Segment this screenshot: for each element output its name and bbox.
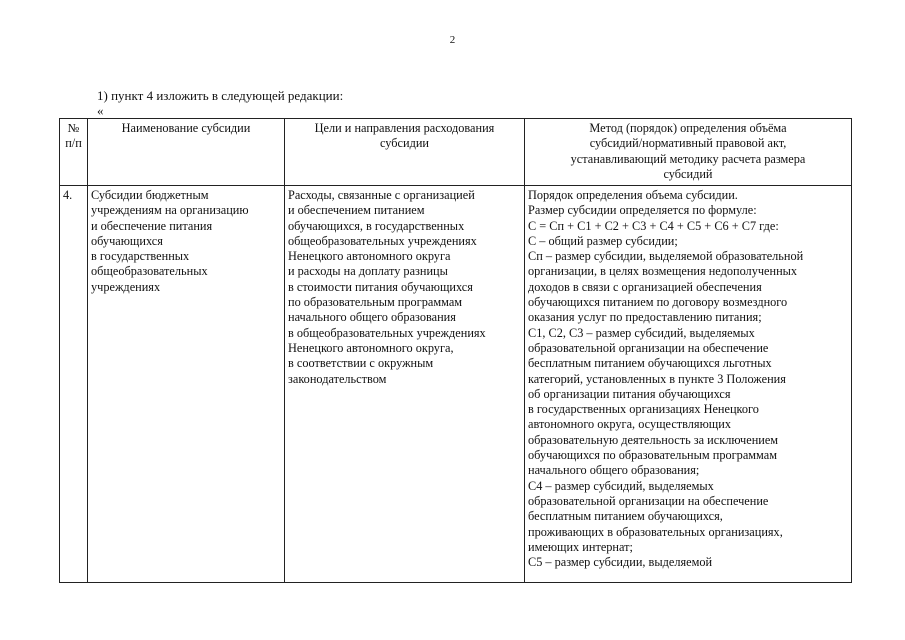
text-line: обучающихся по образовательным программам (528, 448, 777, 463)
text-line: Цели и направления расходования (314, 121, 495, 135)
text-line: обучающихся, в государственных (288, 218, 465, 233)
subsidy-table (59, 118, 852, 583)
text-line: Ненецкого автономного округа, (288, 340, 454, 355)
text-line: С1, С2, С3 – размер субсидий, выделяемых (528, 325, 755, 340)
text-line: С – общий размер субсидии; (528, 233, 678, 248)
text-line: бесплатным питанием обучающихся, (528, 509, 723, 524)
text-line: начального общего образования; (528, 463, 700, 478)
table-header-row (60, 119, 852, 186)
text-line: начального общего образования (288, 310, 456, 325)
header-method (525, 119, 852, 186)
text-line: в государственных (91, 249, 190, 264)
text-line: по образовательным программам (288, 295, 463, 310)
opening-quote-mark: « (97, 103, 104, 118)
header-number (60, 119, 88, 186)
text-line: учреждениях (91, 279, 161, 294)
text-line: Размер субсидии определяется по формуле: (528, 203, 757, 218)
text-line: автономного округа, осуществляющих (528, 417, 731, 432)
text-line: и расходы на доплату разницы (288, 264, 448, 279)
text-line: в государственных организациях Ненецкого (528, 402, 759, 417)
text-line: Субсидии бюджетным (91, 188, 209, 202)
text-line: проживающих в образовательных организациях, (528, 524, 783, 539)
text-line: организации, в целях возмещения недополученных (528, 264, 798, 279)
text-line: образовательной организации на обеспечение (528, 340, 769, 355)
page-number: 2 (449, 34, 456, 46)
text-line: № (67, 121, 80, 135)
text-line: п/п (65, 136, 82, 151)
text-line: С = Сп + С1 + С2 + С3 + С4 + С5 + С6 + С7 где: (528, 218, 779, 233)
text-line: доходов в связи с организацией обеспечения (528, 279, 762, 294)
text-line: об организации питания обучающихся (528, 386, 731, 401)
text-line: в соответствии с окружным (288, 356, 434, 371)
text-line: общеобразовательных учреждениях (288, 233, 477, 248)
text-line: обучающихся питанием по договору возмездного (528, 295, 788, 310)
text-line: учреждениям на организацию (91, 203, 249, 218)
row-goals (285, 186, 525, 583)
text-line: Наименование субсидии (121, 121, 251, 135)
text-line: Порядок определения объема субсидии. (528, 188, 738, 202)
text-line: Сп – размер субсидии, выделяемой образовательной (528, 249, 804, 264)
row-subsidy-name (88, 186, 285, 583)
text-line: обучающихся (91, 233, 163, 248)
text-line: общеобразовательных (91, 264, 208, 279)
text-line: в общеобразовательных учреждениях (288, 325, 486, 340)
amendment-intro: 1) пункт 4 изложить в следующей редакции: (97, 88, 344, 103)
text-line: в стоимости питания обучающихся (288, 279, 473, 294)
row-method (525, 186, 852, 583)
text-line: Ненецкого автономного округа (288, 249, 451, 264)
text-line: образовательной организации на обеспечение (528, 493, 769, 508)
header-goals (285, 119, 525, 186)
text-line: субсидий/нормативный правовой акт, (589, 136, 787, 151)
text-line: Расходы, связанные с организацией (288, 188, 475, 202)
text-line: и обеспечение питания (91, 218, 213, 233)
text-line: и обеспечением питанием (288, 203, 425, 218)
header-subsidy-name (88, 119, 285, 186)
text-line: Метод (порядок) определения объёма (589, 121, 787, 135)
text-line: бесплатным питанием обучающихся льготных (528, 356, 772, 371)
text-line: субсидий (663, 166, 713, 181)
text-line: оказания услуг по предоставлению питания; (528, 310, 762, 325)
text-line: С4 – размер субсидий, выделяемых (528, 478, 714, 493)
text-line: субсидии (380, 136, 429, 151)
text-line: С5 – размер субсидии, выделяемой (528, 555, 713, 570)
text-line: устанавливающий методику расчета размера (570, 151, 806, 166)
text-line: образовательную деятельность за исключением (528, 432, 779, 447)
text-line: законодательством (288, 371, 387, 386)
table-row (60, 186, 852, 583)
text-line: категорий, установленных в пункте 3 Положения (528, 371, 786, 386)
row-number: 4. (60, 186, 88, 583)
text-line: имеющих интернат; (528, 539, 633, 554)
